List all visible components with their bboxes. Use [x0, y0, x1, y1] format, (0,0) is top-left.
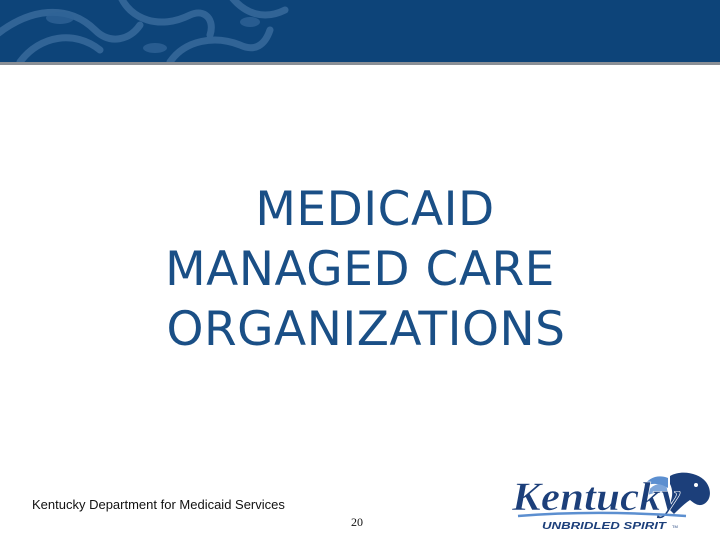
title-line-1: MEDICAID — [255, 182, 495, 237]
flourish-pattern-icon — [0, 0, 720, 62]
title-line-3: ORGANIZATIONS — [166, 302, 566, 357]
logo-tagline: UNBRIDLED SPIRIT — [542, 521, 668, 532]
logo-trademark: TM — [672, 524, 678, 529]
slide-title — [120, 180, 600, 360]
logo-wordmark: Kentucky — [510, 474, 681, 519]
header-rule — [0, 62, 720, 65]
kentucky-logo — [508, 470, 714, 536]
department-footer: Kentucky Department for Medicaid Services — [32, 497, 285, 512]
header-band — [0, 0, 720, 62]
title-line-2: MANAGED CARE — [165, 242, 555, 297]
page-number: 20 — [351, 515, 363, 529]
